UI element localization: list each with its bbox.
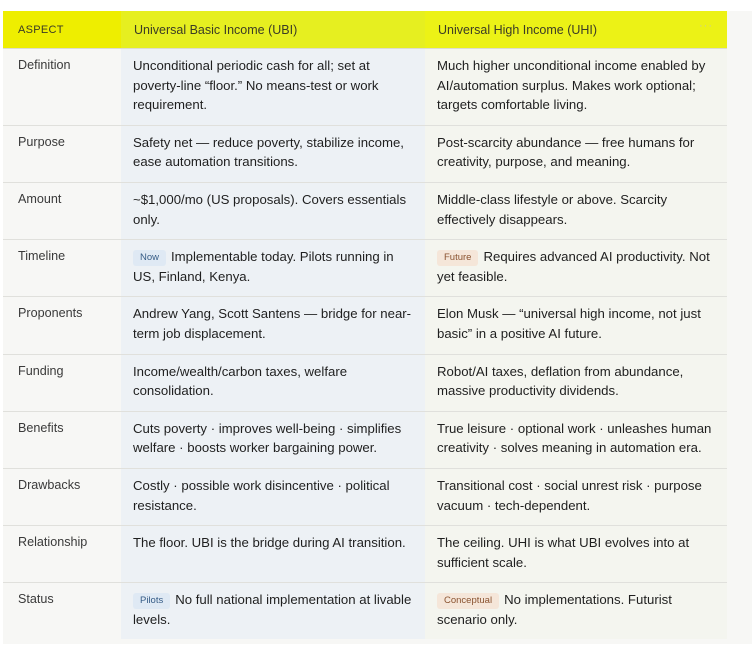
aspect-cell: Definition [3, 49, 121, 126]
comparison-table-container [3, 11, 752, 644]
aspect-cell: Relationship [3, 526, 121, 583]
aspect-cell: Timeline [3, 240, 121, 297]
status-badge: Future [437, 250, 478, 266]
uhi-cell: Elon Musk — “universal high income, not just basic” in a positive AI future. [425, 297, 727, 354]
ubi-cell: Andrew Yang, Scott Santens — bridge for near-term job displacement. [121, 297, 425, 354]
aspect-cell: Status [3, 583, 121, 640]
aspect-cell: Drawbacks [3, 468, 121, 525]
ubi-cell: The floor. UBI is the bridge during AI transition. [121, 526, 425, 583]
header-uhi [425, 11, 727, 49]
ubi-cell: ~$1,000/mo (US proposals). Covers essentials only. [121, 182, 425, 239]
ubi-cell-text: No full national implementation at livable levels. [133, 592, 412, 627]
aspect-cell: Amount [3, 182, 121, 239]
ubi-cell-text: Implementable today. Pilots running in US, Finland, Kenya. [133, 249, 394, 284]
status-badge: Now [133, 250, 166, 266]
table-row [3, 240, 727, 297]
ubi-cell: Cuts poverty · improves well-being · simplifies welfare · boosts worker bargaining power. [121, 411, 425, 468]
ubi-cell: Safety net — reduce poverty, stabilize income, ease automation transitions. [121, 125, 425, 182]
ubi-cell [121, 240, 425, 297]
uhi-cell: Transitional cost · social unrest risk · purpose vacuum · tech-dependent. [425, 468, 727, 525]
header-ubi: Universal Basic Income (UBI) [121, 11, 425, 49]
ubi-cell [121, 583, 425, 640]
uhi-cell: Much higher unconditional income enabled by AI/automation surplus. Makes work optional; targets comfortable living. [425, 49, 727, 126]
status-badge: Conceptual [437, 593, 499, 609]
more-options-icon[interactable]: ··· [699, 20, 713, 32]
table-row [3, 411, 727, 468]
table-row [3, 297, 727, 354]
aspect-cell: Proponents [3, 297, 121, 354]
uhi-cell: Robot/AI taxes, deflation from abundance, massive productivity dividends. [425, 354, 727, 411]
uhi-cell [425, 240, 727, 297]
uhi-cell: Post-scarcity abundance — free humans for creativity, purpose, and meaning. [425, 125, 727, 182]
table-header-row [3, 11, 727, 49]
table-row [3, 125, 727, 182]
header-uhi-label: Universal High Income (UHI) [438, 22, 598, 37]
ubi-cell: Unconditional periodic cash for all; set at poverty-line “floor.” No means-test or work requirement. [121, 49, 425, 126]
uhi-cell: The ceiling. UHI is what UBI evolves into at sufficient scale. [425, 526, 727, 583]
table-row [3, 182, 727, 239]
table-row [3, 583, 727, 640]
ubi-cell: Income/wealth/carbon taxes, welfare consolidation. [121, 354, 425, 411]
uhi-cell: True leisure · optional work · unleashes human creativity · solves meaning in automation era. [425, 411, 727, 468]
uhi-cell [425, 583, 727, 640]
table-row [3, 468, 727, 525]
aspect-cell: Funding [3, 354, 121, 411]
uhi-cell: Middle-class lifestyle or above. Scarcity effectively disappears. [425, 182, 727, 239]
table-row [3, 354, 727, 411]
table-row [3, 526, 727, 583]
ubi-vs-uhi-table [3, 11, 727, 639]
aspect-cell: Purpose [3, 125, 121, 182]
status-badge: Pilots [133, 593, 170, 609]
ubi-cell: Costly · possible work disincentive · political resistance. [121, 468, 425, 525]
uhi-cell-text: Requires advanced AI productivity. Not yet feasible. [437, 249, 710, 284]
table-row [3, 49, 727, 126]
header-aspect: ASPECT [3, 11, 121, 49]
aspect-cell: Benefits [3, 411, 121, 468]
uhi-cell-text: No implementations. Futurist scenario only. [437, 592, 672, 627]
